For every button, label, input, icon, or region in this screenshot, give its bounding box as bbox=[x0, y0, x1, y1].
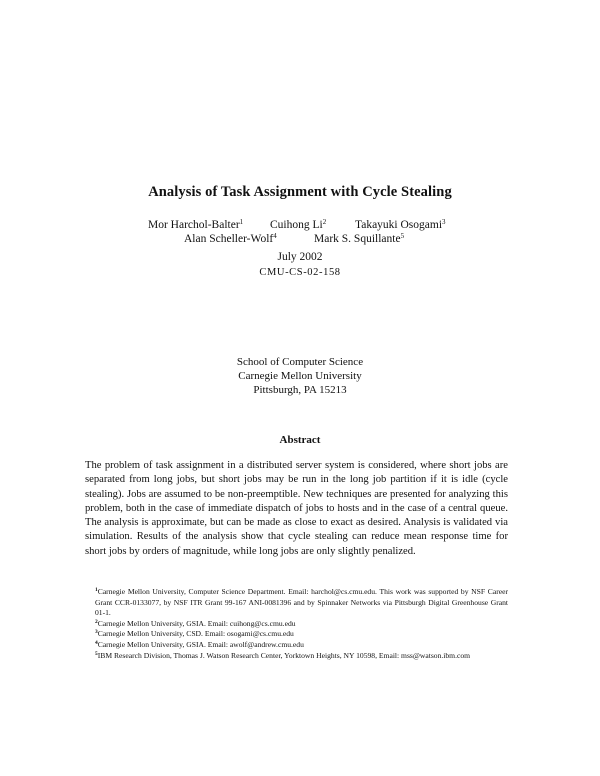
author bbox=[314, 233, 404, 245]
affiliation-address: Pittsburgh, PA 15213 bbox=[253, 384, 347, 396]
footnote-mark: 5 bbox=[95, 650, 98, 657]
author bbox=[270, 219, 326, 231]
author-name: Mark S. Squillante bbox=[314, 233, 401, 245]
author-name: Cuihong Li bbox=[270, 219, 323, 231]
footnote-text: Carnegie Mellon University, GSIA. Email: awolf@andrew.cmu.edu bbox=[97, 639, 304, 649]
footnote-mark: 2 bbox=[95, 618, 98, 625]
footnote-text: IBM Research Division, Thomas J. Watson Research Center, Yorktown Heights, NY 10598, Email: mss@watson.ibm.com bbox=[97, 650, 471, 660]
author bbox=[148, 219, 243, 231]
footnote-mark: 2 bbox=[322, 218, 327, 226]
footnote-mark: 3 bbox=[442, 218, 446, 226]
footnotes bbox=[85, 587, 508, 661]
author bbox=[184, 233, 277, 245]
footnote bbox=[85, 629, 508, 640]
affiliation-school: School of Computer Science bbox=[236, 356, 364, 368]
footnote-mark: 4 bbox=[273, 232, 277, 240]
footnote-mark: 4 bbox=[95, 639, 98, 646]
author bbox=[355, 219, 446, 231]
footnote-text: Carnegie Mellon University, CSD. Email: osogami@cs.cmu.edu bbox=[97, 629, 294, 639]
author-name: Alan Scheller-Wolf bbox=[184, 233, 274, 245]
footnote-text: Carnegie Mellon University, GSIA. Email: cuihong@cs.cmu.edu bbox=[97, 618, 296, 628]
paper-title: Analysis of Task Assignment with Cycle Stealing bbox=[148, 184, 452, 200]
author-name: Takayuki Osogami bbox=[355, 219, 443, 231]
affiliation-university: Carnegie Mellon University bbox=[238, 370, 362, 382]
footnote bbox=[85, 651, 508, 662]
author-name: Mor Harchol-Balter bbox=[148, 219, 240, 231]
footnote-mark: 3 bbox=[95, 629, 98, 636]
report-number: CMU-CS-02-158 bbox=[259, 267, 341, 278]
footnote-mark: 1 bbox=[239, 218, 244, 226]
abstract-heading: Abstract bbox=[279, 434, 321, 446]
affiliation-block bbox=[0, 355, 600, 397]
footnote bbox=[85, 619, 508, 630]
report-date: July 2002 bbox=[277, 251, 323, 263]
abstract-text: The problem of task assignment in a distributed server system is considered, where short jobs are separated from long jobs, but short jobs may be run in the long job partition if it is idle (cycle stealing). Jobs are assumed to be non-preemptible. New techniques are presented for analyzing this problem, both in the case of immediate dispatch of jobs to hosts and in the case of a central queue. The analysis is approximate, but can be made as close to exact as desired. Analysis is validated via simulation. Results of the analysis show that cycle stealing can reduce mean response time for short jobs by orders of magnitude, while long jobs are only slightly penalized. bbox=[85, 460, 508, 557]
footnote-mark: 1 bbox=[95, 587, 98, 593]
footnote-text: Carnegie Mellon University, Computer Science Department. Email: harchol@cs.cmu.edu. This work was supported by NSF Career Grant CCR-0133077, by NSF ITR Grant 99-167 ANI-0081396 and by Spinnaker Networks via Pittsburgh Digital Greenhouse Grant 01-1. bbox=[95, 587, 508, 618]
footnote bbox=[85, 640, 508, 651]
footnote bbox=[85, 587, 508, 619]
footnote-mark: 5 bbox=[400, 232, 405, 240]
